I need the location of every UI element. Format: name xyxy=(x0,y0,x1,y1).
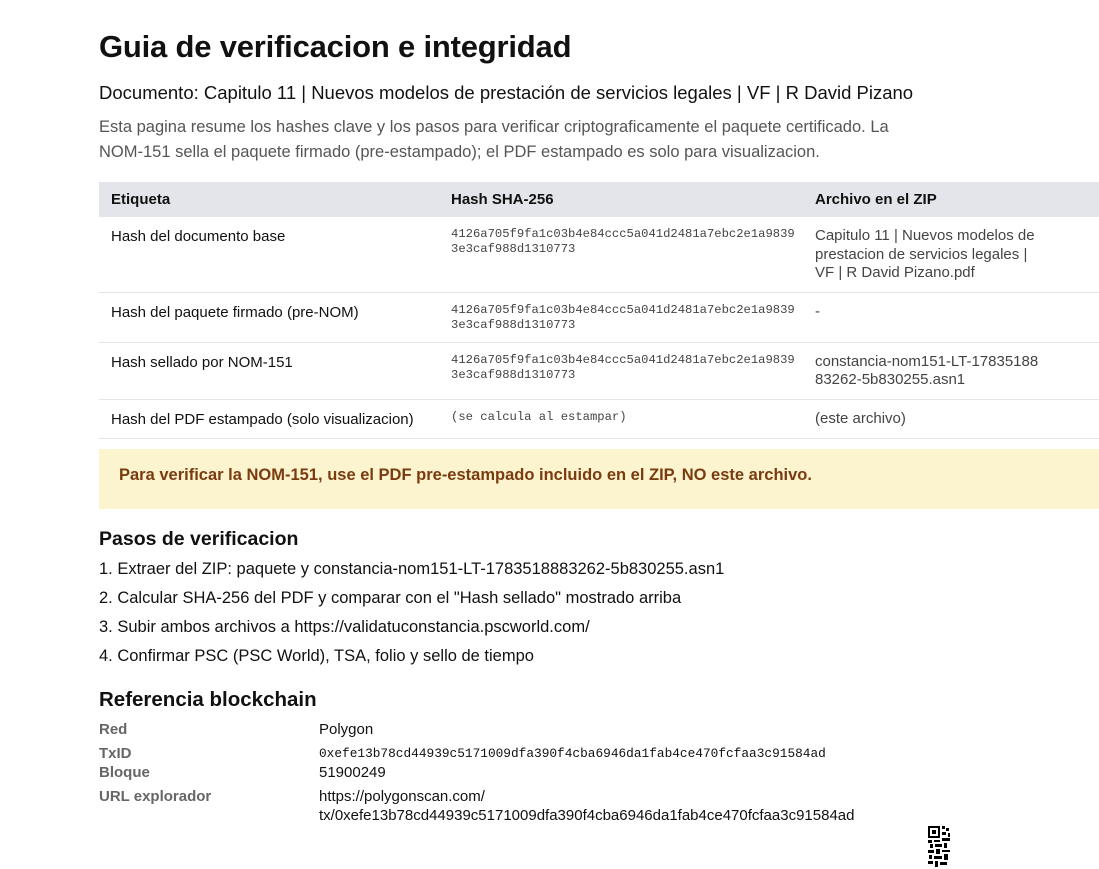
url-line[interactable]: tx/0xefe13b78cd44939c5171009dfa390f4cba6946da1fab4ce470fcfaa3c91584ad xyxy=(319,806,855,824)
intro-text xyxy=(99,115,1099,165)
row-file xyxy=(803,399,1099,438)
blockchain-row-red xyxy=(99,720,999,744)
blockchain-row-txid xyxy=(99,744,999,763)
document-line: Documento: Capitulo 11 | Nuevos modelos de prestación de servicios legales | VF | R David Pizano xyxy=(99,82,914,103)
row-label: Hash sellado por NOM-151 xyxy=(99,342,445,399)
row-hash: (se calcula al estampar) xyxy=(445,399,803,438)
list-item: 4. Confirmar PSC (PSC World), TSA, folio y sello de tiempo xyxy=(99,646,534,665)
explorer-url[interactable] xyxy=(319,787,854,825)
row-label: Hash del paquete firmado (pre-NOM) xyxy=(99,292,445,342)
blockchain-row-bloque xyxy=(99,763,999,787)
column-header-file: Archivo en el ZIP xyxy=(803,182,1099,217)
column-header-hash: Hash SHA-256 xyxy=(445,182,803,217)
txid-label: TxID xyxy=(99,744,132,762)
blockchain-details xyxy=(99,720,999,825)
file-line: Capitulo 11 | Nuevos modelos de xyxy=(815,227,1035,244)
red-label: Red xyxy=(99,720,128,738)
qr-code-icon xyxy=(927,825,967,869)
row-hash: 4126a705f9fa1c03b4e84ccc5a041d2481a7ebc2e1a98393e3caf988d1310773 xyxy=(445,217,803,292)
steps-title: Pasos de verificacion xyxy=(99,527,299,550)
file-line: prestacion de servicios legales | xyxy=(815,245,1028,263)
row-label: Hash del documento base xyxy=(99,217,445,292)
file-line: constancia-nom151-LT-17835188 xyxy=(815,352,1039,370)
list-item: 1. Extraer del ZIP: paquete y constancia-nom151-LT-1783518883262-5b830255.asn1 xyxy=(99,559,725,578)
blockchain-row-url xyxy=(99,787,999,825)
warning-banner: Para verificar la NOM-151, use el PDF pre-estampado incluido en el ZIP, NO este archivo. xyxy=(99,449,1099,509)
list-item: 2. Calcular SHA-256 del PDF y comparar con el "Hash sellado" mostrado arriba xyxy=(99,588,682,607)
page-title: Guia de verificacion e integridad xyxy=(99,29,572,64)
blockchain-title: Referencia blockchain xyxy=(99,687,317,711)
file-line: - xyxy=(815,302,820,320)
row-hash: 4126a705f9fa1c03b4e84ccc5a041d2481a7ebc2e1a98393e3caf988d1310773 xyxy=(445,292,803,342)
row-file xyxy=(803,342,1099,399)
intro-line: Esta pagina resume los hashes clave y los pasos para verificar criptograficamente el paquete certificado. La xyxy=(99,118,889,136)
file-line: (este archivo) xyxy=(815,409,906,427)
table-row xyxy=(99,217,1099,292)
list-item: 3. Subir ambos archivos a https://validatuconstancia.pscworld.com/ xyxy=(99,617,590,636)
hash-table xyxy=(99,182,1099,439)
row-hash: 4126a705f9fa1c03b4e84ccc5a041d2481a7ebc2e1a98393e3caf988d1310773 xyxy=(445,342,803,399)
page-content xyxy=(99,28,1099,825)
row-label: Hash del PDF estampado (solo visualizacion) xyxy=(99,399,445,438)
file-line: 83262-5b830255.asn1 xyxy=(815,371,966,388)
row-file xyxy=(803,292,1099,342)
table-row xyxy=(99,292,1099,342)
url-label: URL explorador xyxy=(99,787,212,805)
row-file xyxy=(803,217,1099,292)
file-line: VF | R David Pizano.pdf xyxy=(815,264,975,281)
txid-value: 0xefe13b78cd44939c5171009dfa390f4cba6946da1fab4ce470fcfaa3c91584ad xyxy=(319,745,826,761)
column-header-label: Etiqueta xyxy=(99,182,445,217)
table-row xyxy=(99,399,1099,438)
url-line[interactable]: https://polygonscan.com/ xyxy=(319,787,485,805)
steps-list xyxy=(99,555,1099,671)
intro-line: NOM-151 sella el paquete firmado (pre-estampado); el PDF estampado es solo para visualizacion. xyxy=(99,143,820,161)
red-value: Polygon xyxy=(319,720,374,738)
bloque-label: Bloque xyxy=(99,763,150,781)
bloque-value: 51900249 xyxy=(319,763,386,781)
table-header-row xyxy=(99,182,1099,217)
table-row xyxy=(99,342,1099,399)
